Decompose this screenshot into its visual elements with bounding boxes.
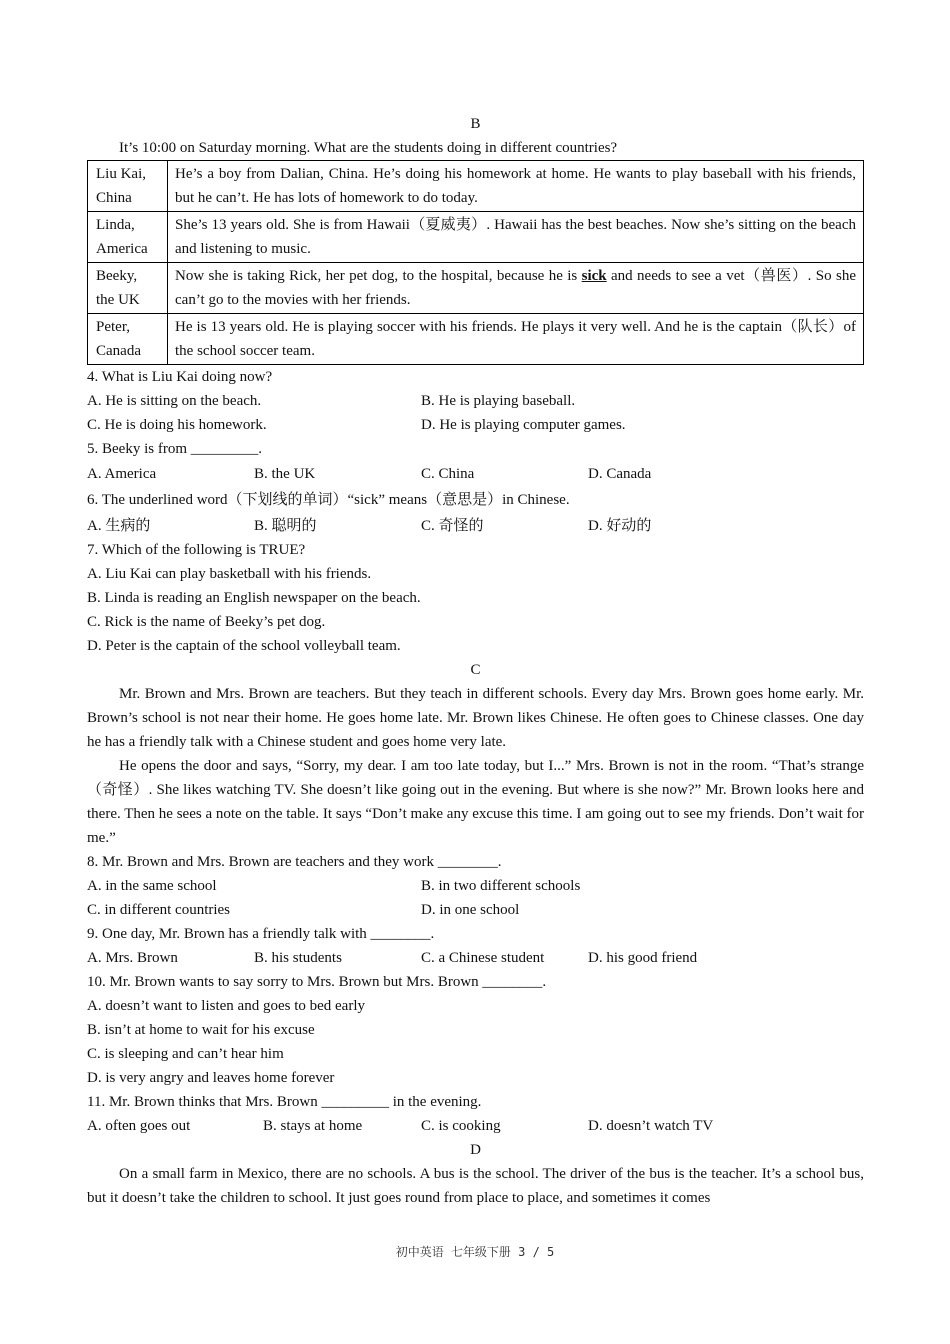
- option-c: C. 奇怪的: [421, 518, 484, 534]
- option-a: A. 生病的: [87, 518, 151, 534]
- option-d: D. doesn’t watch TV: [588, 1118, 714, 1134]
- option-c: C. China: [421, 466, 475, 482]
- question-stem: 8. Mr. Brown and Mrs. Brown are teachers and they work ________.: [87, 854, 502, 870]
- option-c: C. He is doing his homework.: [87, 417, 267, 433]
- question-9: [87, 922, 864, 970]
- option-a: A. He is sitting on the beach.: [87, 393, 262, 409]
- option-b: B. his students: [254, 950, 342, 966]
- student-name-cell: Linda, America: [88, 212, 168, 263]
- option-b: B. He is playing baseball.: [421, 393, 576, 409]
- option-b: B. isn’t at home to wait for his excuse: [87, 1022, 315, 1038]
- option-a: A. America: [87, 466, 157, 482]
- option-b: B. 聪明的: [254, 518, 317, 534]
- question-stem: 7. Which of the following is TRUE?: [87, 542, 306, 558]
- option-d: D. in one school: [421, 902, 520, 918]
- underlined-word: sick: [581, 268, 607, 284]
- question-stem: 4. What is Liu Kai doing now?: [87, 369, 273, 385]
- option-d: D. 好动的: [588, 518, 652, 534]
- option-d: D. Canada: [588, 466, 652, 482]
- option-a: A. often goes out: [87, 1118, 191, 1134]
- question-7: [87, 538, 864, 658]
- option-a: A. Liu Kai can play basketball with his friends.: [87, 566, 372, 582]
- question-stem: 6. The underlined word（下划线的单词）“sick” means（意思是）in Chinese.: [87, 492, 570, 508]
- question-stem: 9. One day, Mr. Brown has a friendly talk with ________.: [87, 926, 435, 942]
- section-c-paragraph-1: Mr. Brown and Mrs. Brown are teachers. But they teach in different schools. Every day Mrs. Brown goes home early. Mr. Brown’s school is not near their home. He goes home late. Mr. Brown likes Chinese. He often goes to Chinese classes. One day he has a friendly talk with a Chinese student and goes home very late.: [87, 686, 864, 750]
- table-row: [88, 314, 864, 365]
- option-c: C. is sleeping and can’t hear him: [87, 1046, 284, 1062]
- page-footer: 初中英语 七年级下册 3 / 5: [395, 1245, 555, 1259]
- option-b: B. Linda is reading an English newspaper on the beach.: [87, 590, 421, 606]
- student-description-cell: She’s 13 years old. She is from Hawaii（夏威夷）. Hawaii has the best beaches. Now she’s sitting on the beach and listening to music.: [168, 212, 864, 263]
- table-row: [88, 161, 864, 212]
- option-c: C. Rick is the name of Beeky’s pet dog.: [87, 614, 326, 630]
- option-d: D. Peter is the captain of the school volleyball team.: [87, 638, 401, 654]
- option-b: B. stays at home: [263, 1118, 363, 1134]
- table-row: [88, 212, 864, 263]
- student-description-cell: He’s a boy from Dalian, China. He’s doing his homework at home. He wants to play baseball with his friends, but he can’t. He has lots of homework to do today.: [168, 161, 864, 212]
- student-name-cell: Beeky, the UK: [88, 263, 168, 314]
- question-stem: 10. Mr. Brown wants to say sorry to Mrs. Brown but Mrs. Brown ________.: [87, 974, 547, 990]
- question-5: [87, 437, 864, 486]
- question-6: [87, 488, 864, 538]
- option-d: D. his good friend: [588, 950, 698, 966]
- question-8: [87, 850, 864, 922]
- option-a: A. doesn’t want to listen and goes to bed early: [87, 998, 365, 1014]
- section-d-heading: D: [470, 1142, 481, 1158]
- option-c: C. a Chinese student: [421, 950, 545, 966]
- option-c: C. in different countries: [87, 902, 231, 918]
- section-c-heading: C: [470, 662, 481, 678]
- section-b-intro: It’s 10:00 on Saturday morning. What are the students doing in different countries?: [119, 140, 618, 156]
- student-description-cell: Now she is taking Rick, her pet dog, to the hospital, because he is sick and needs to see a vet（兽医）. So she can’t go to the movies with her friends.: [168, 263, 864, 314]
- student-name-cell: Liu Kai, China: [88, 161, 168, 212]
- section-d-paragraph-1: On a small farm in Mexico, there are no schools. A bus is the school. The driver of the bus is the teacher. It’s a school bus, but it doesn’t take the children to school. It just goes round from place to place, and sometimes it comes: [87, 1166, 864, 1206]
- worksheet-page: [87, 112, 864, 1210]
- option-d: D. is very angry and leaves home forever: [87, 1070, 335, 1086]
- question-10: [87, 970, 864, 1090]
- question-4: [87, 365, 864, 437]
- option-b: B. the UK: [254, 466, 316, 482]
- students-table: [87, 160, 864, 365]
- option-d: D. He is playing computer games.: [421, 417, 626, 433]
- question-stem: 5. Beeky is from _________.: [87, 441, 262, 457]
- section-b-heading: B: [470, 116, 481, 132]
- section-c-paragraph-2: He opens the door and says, “Sorry, my dear. I am too late today, but I...” Mrs. Brown is not in the room. “That’s strange（奇怪）. She likes watching TV. She doesn’t like going out in the evening. But where is she now?” Mr. Brown looks here and there. Then he sees a note on the table. It says “Don’t make any excuse this time. I am going out to see my friends. Don’t wait for me.”: [87, 758, 864, 846]
- student-description-cell: He is 13 years old. He is playing soccer with his friends. He plays it very well. And he is the captain（队长）of the school soccer team.: [168, 314, 864, 365]
- student-name-cell: Peter, Canada: [88, 314, 168, 365]
- option-b: B. in two different schools: [421, 878, 581, 894]
- option-a: A. Mrs. Brown: [87, 950, 178, 966]
- option-a: A. in the same school: [87, 878, 217, 894]
- question-11: [87, 1090, 864, 1138]
- question-stem: 11. Mr. Brown thinks that Mrs. Brown _________ in the evening.: [87, 1094, 482, 1110]
- option-c: C. is cooking: [421, 1118, 501, 1134]
- table-row: [88, 263, 864, 314]
